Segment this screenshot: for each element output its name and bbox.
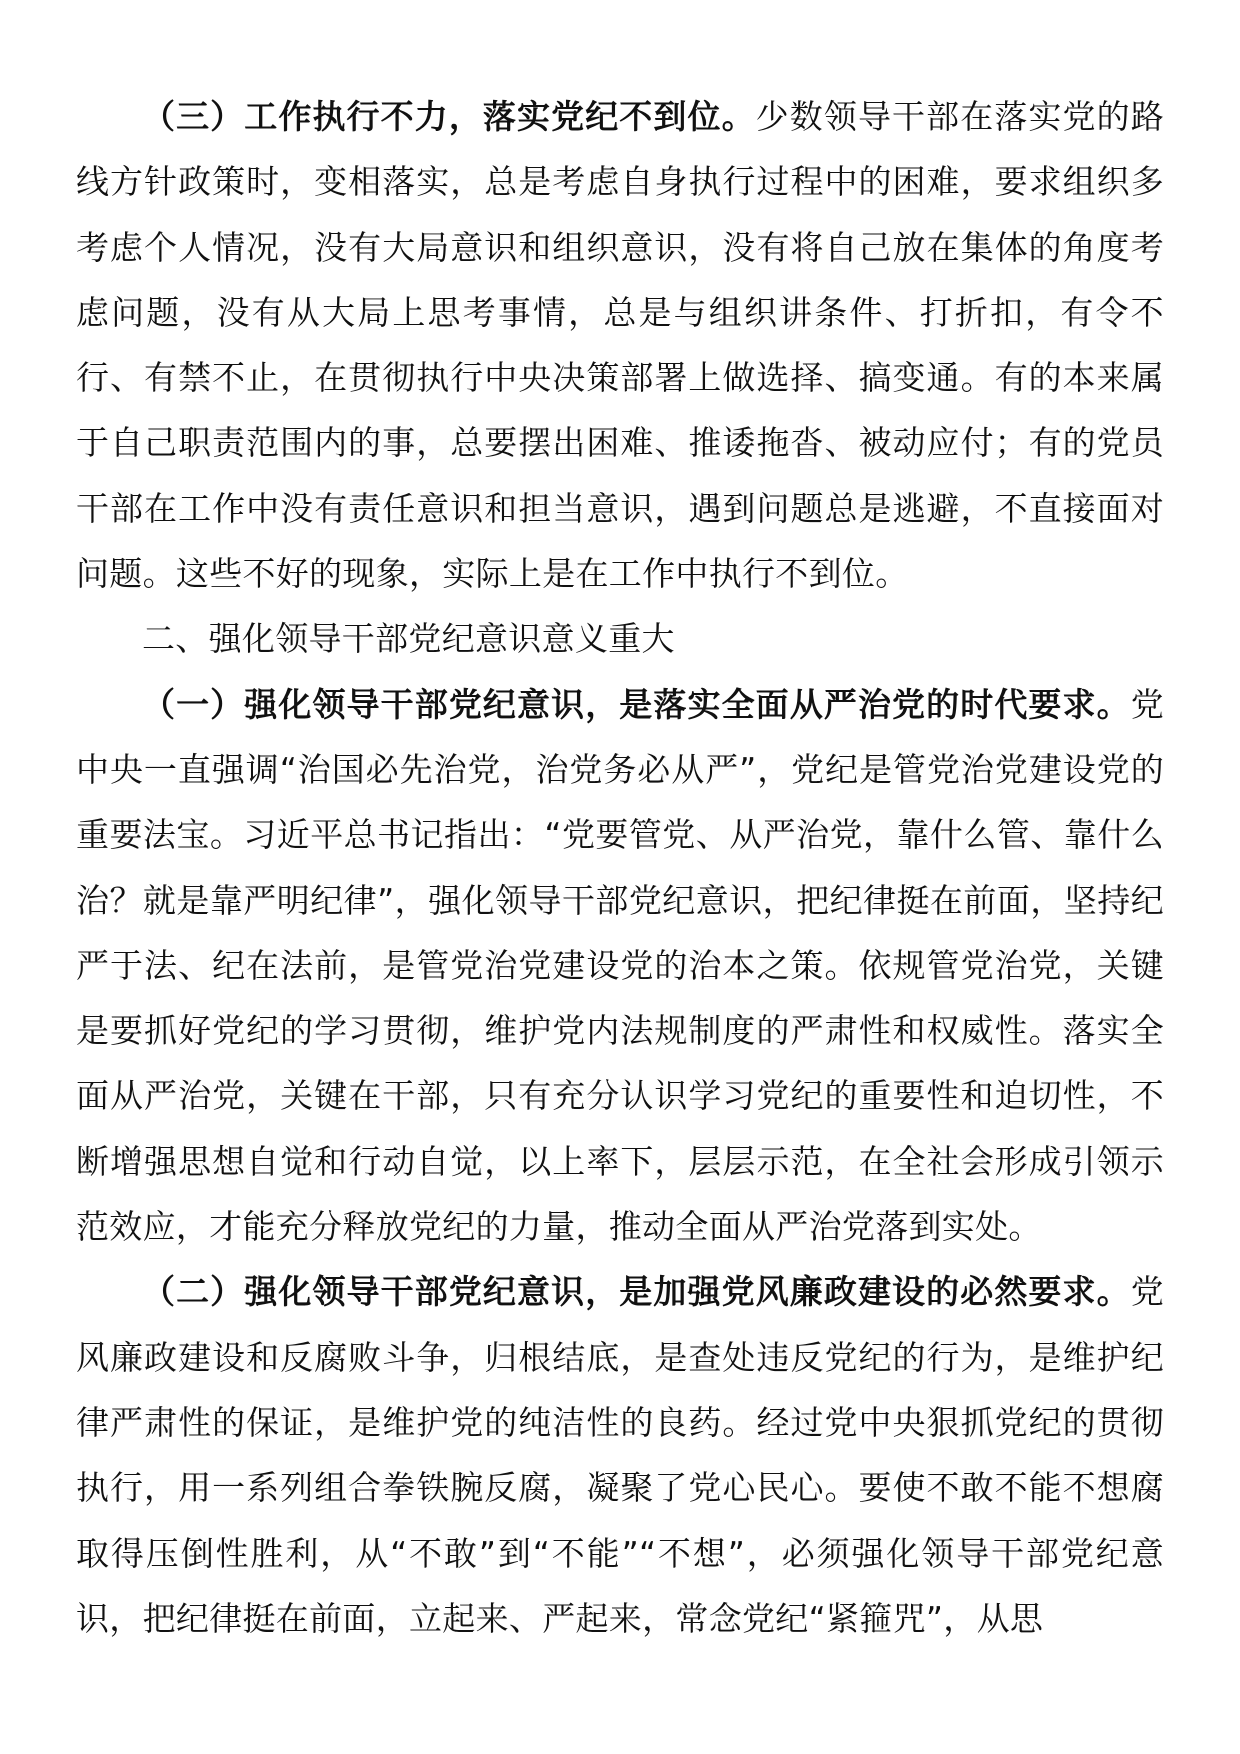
paragraph-body: 党风廉政建设和反腐败斗争，归根结底，是查处违反党纪的行为，是维护纪律严肃性的保证，是维护党的纯洁性的良药。经过党中央狠抓党纪的贯彻执行，用一系列组合拳铁腕反腐，凝聚了党心民心。要使不敢不能不想腐取得压倒性胜利，从“不敢”到“不能”“不想”，必须强化领导干部党纪意识，把纪律挺在前面，立起来、严起来，常念党纪“紧箍咒”，从思	[76, 1272, 1164, 1638]
paragraph-strict-governance	[76, 672, 1164, 1260]
paragraph-body: 党中央一直强调“治国必先治党，治党务必从严”，党纪是管党治党建设党的重要法宝。习近平总书记指出：“党要管党、从严治党，靠什么管、靠什么治？就是靠严明纪律”，强化领导干部党纪意识，把纪律挺在前面，坚持纪严于法、纪在法前，是管党治党建设党的治本之策。依规管党治党，关键是要抓好党纪的学习贯彻，维护党内法规制度的严肃性和权威性。落实全面从严治党，关键在干部，只有充分认识学习党纪的重要性和迫切性，不断增强思想自觉和行动自觉，以上率下，层层示范，在全社会形成引领示范效应，才能充分释放党纪的力量，推动全面从严治党落到实处。	[76, 684, 1164, 1247]
paragraph-body: 少数领导干部在落实党的路线方针政策时，变相落实，总是考虑自身执行过程中的困难，要求组织多考虑个人情况，没有大局意识和组织意识，没有将自己放在集体的角度考虑问题，没有从大局上思考事情，总是与组织讲条件、打折扣，有令不行、有禁不止，在贯彻执行中央决策部署上做选择、搞变通。有的本来属于自己职责范围内的事，总要摆出困难、推诿拖沓、被动应付；有的党员干部在工作中没有责任意识和担当意识，遇到问题总是逃避，不直接面对问题。这些不好的现象，实际上是在工作中执行不到位。	[76, 97, 1164, 594]
paragraph-lead: （二）强化领导干部党纪意识，是加强党风廉政建设的必然要求。	[142, 1272, 1131, 1312]
paragraph-lead: （三）工作执行不力，落实党纪不到位。	[142, 97, 756, 136]
paragraph-lead: （一）强化领导干部党纪意识，是落实全面从严治党的时代要求。	[142, 684, 1131, 724]
paragraph-work-execution	[76, 84, 1164, 606]
section-heading: 二、强化领导干部党纪意识意义重大	[142, 619, 675, 659]
document-page	[76, 84, 1164, 1651]
paragraph-clean-governance	[76, 1259, 1164, 1651]
